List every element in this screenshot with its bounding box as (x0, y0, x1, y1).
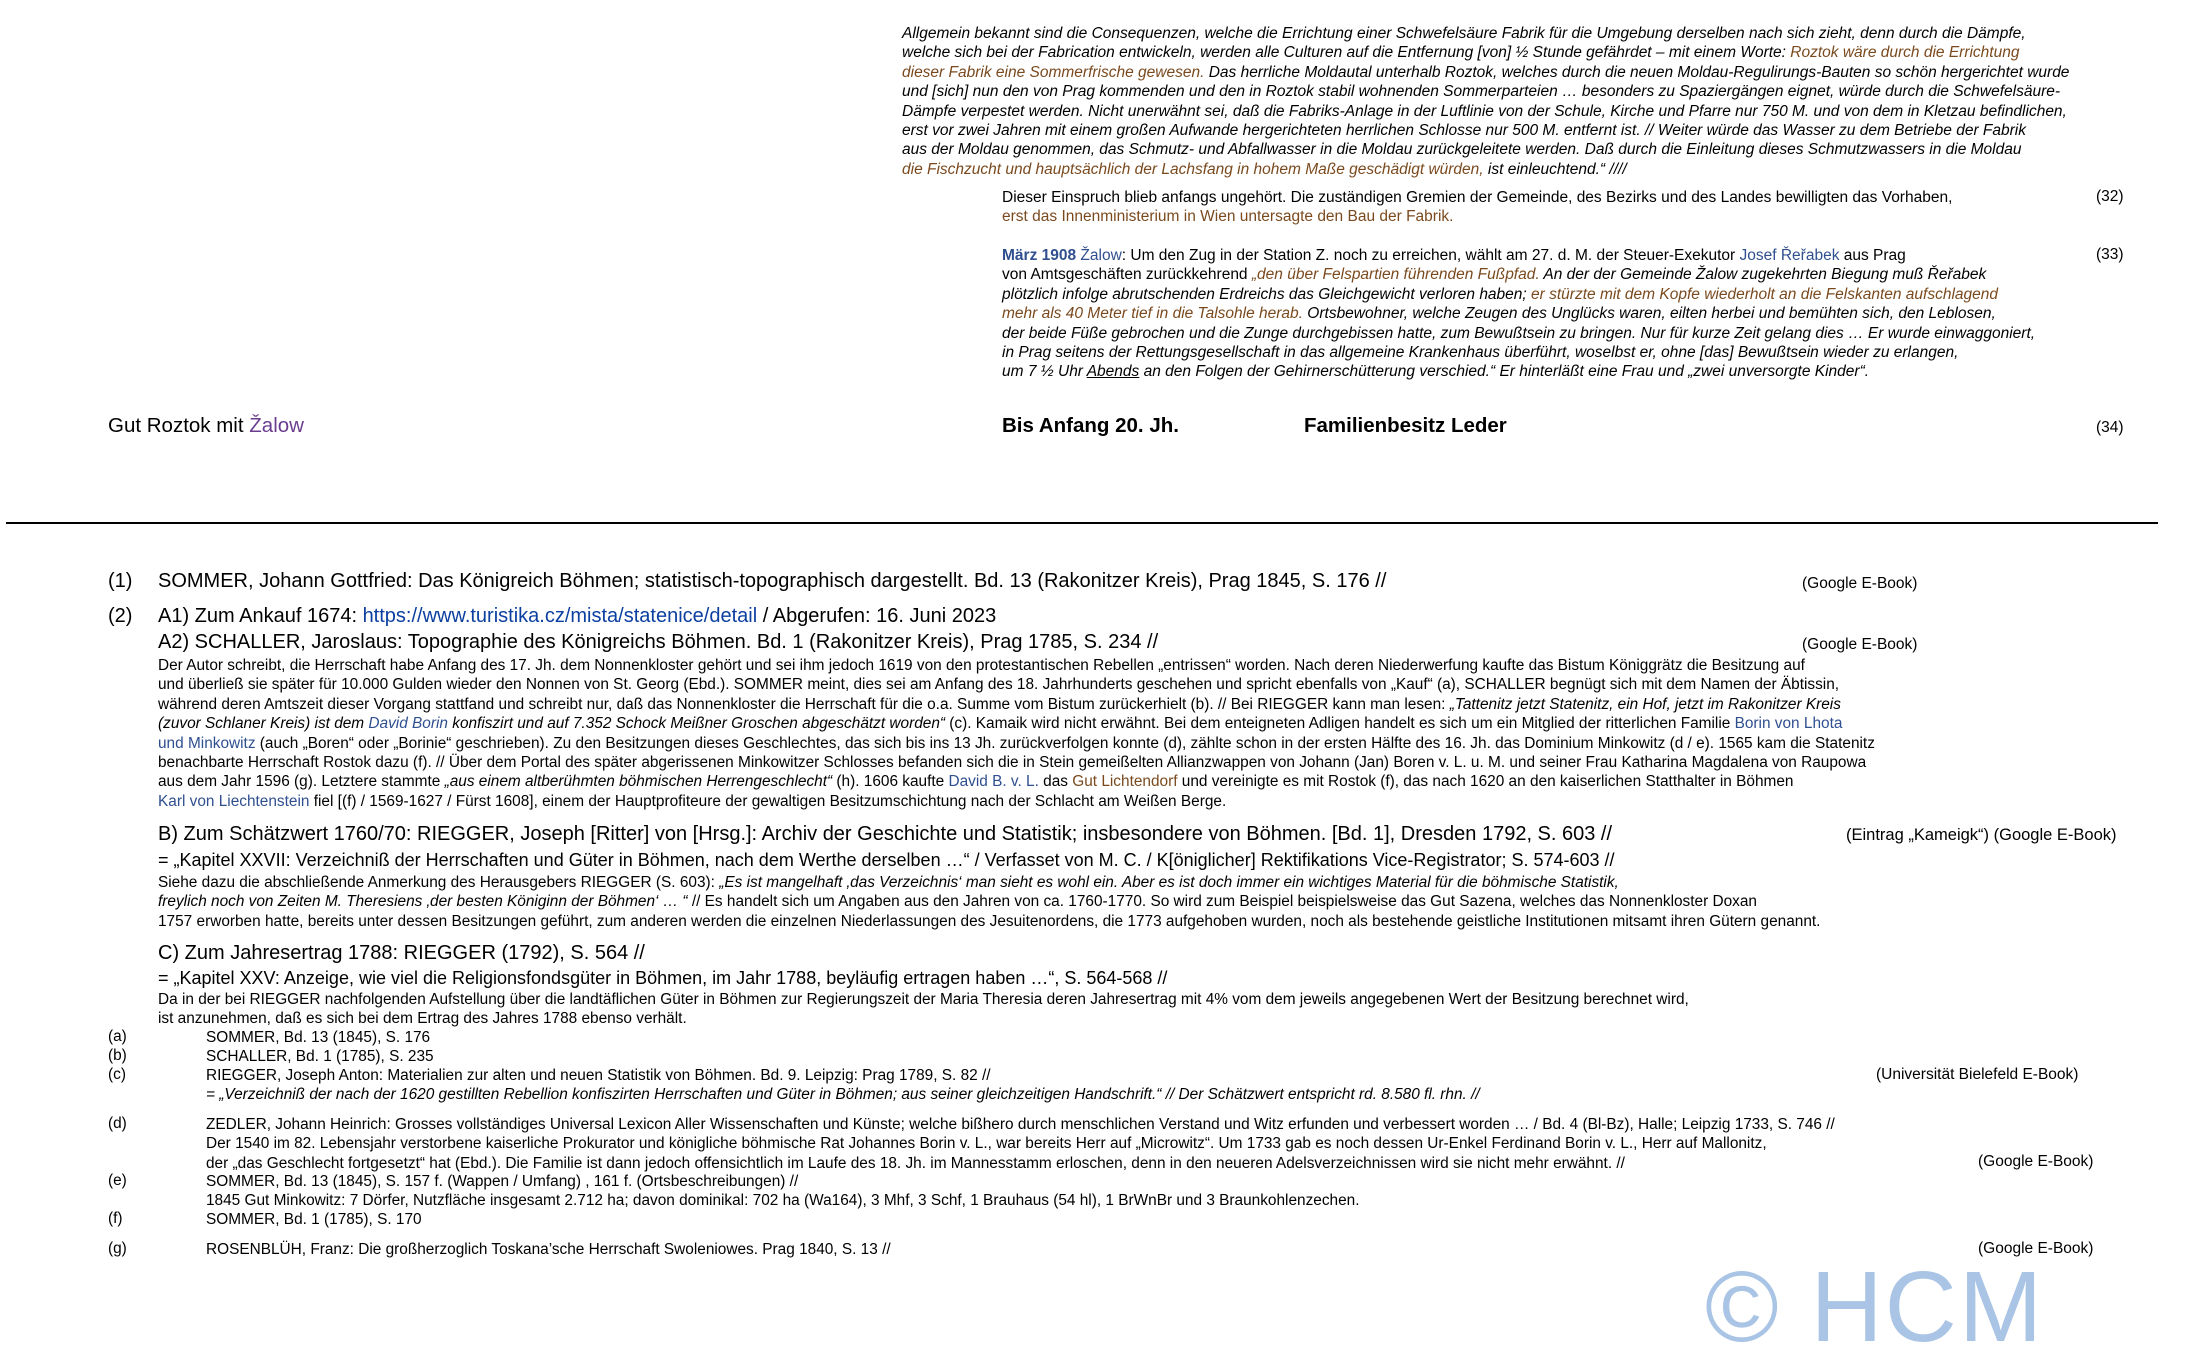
section-c-title: C) Zum Jahresertrag 1788: RIEGGER (1792), S. 564 // (158, 942, 645, 964)
maerz-line: plötzlich infolge abrutschenden Erdreichs das Gleichgewicht verloren haben; er stürzte mit dem Kopfe wiederholt an die Felskanten aufschlagend (1002, 285, 1999, 303)
paragraph-line: aus dem Jahr 1596 (g). Letztere stammte „aus einem altberühmten böhmischen Herrengeschlecht“ (h). 1606 kaufte David B. v. L. das Gut Lichtendorf und vereinigte es mit Rostok (f), das nach 1620 an den kaiserlichen Statthalter in Böhmen (158, 773, 1794, 791)
maerz-line: mehr als 40 Meter tief in die Talsohle herab. Ortsbewohner, welche Zeugen des Unglücks waren, eilten herbei und bemühten sich, den Leblosen, (1002, 305, 1996, 323)
subnote-e (206, 1172, 1360, 1211)
einspruch-paragraph (1002, 188, 2072, 227)
owner-label: Familienbesitz Leder (1304, 414, 1507, 437)
quote-line: dieser Fabrik eine Sommerfrische gewesen. Das herrliche Moldautal unterhalb Roztok, welches durch die neuen Moldau-Regulirungs-Bauten so schön hergerichtet wurde (902, 63, 2070, 81)
section-b-kapitel: = „Kapitel XXVII: Verzeichniß der Herrschaften und Güter in Böhmen, nach dem Werthe derselben …“ / Verfasset von M. C. / K[öniglicher] Rektifikations Vice-Registrator; S. 574-603 // (158, 850, 1615, 870)
source-label: (Eintrag „Kameigk“) (Google E-Book) (1846, 826, 2117, 844)
footnote-2-a1: A1) Zum Ankauf 1674: https://www.turistika.cz/mista/statenice/detail / Abgerufen: 16. Juni 2023 (158, 605, 997, 627)
footnote-separator (6, 522, 2158, 524)
person-name: David Borin (368, 715, 448, 733)
maerz-line: der beide Füße gebrochen und die Zunge durchgebissen hatte, zum Bewußtsein zu bringen. Nur für kurze Zeit gelang dies … Er wurde einwaggoniert, (1002, 324, 2036, 342)
entry-number-32: (32) (2096, 188, 2124, 205)
paragraph-line: Der 1540 im 82. Lebensjahr verstorbene kaiserliche Prokurator und königliche böhmische Rat Johannes Borin v. L., war bereits Herr auf „Microwitz“. Um 1733 gab es noch dessen Ur-Enkel Ferdinand Borin v. L., Herr auf Mallonitz, (206, 1135, 1767, 1153)
section-b-title: B) Zum Schätzwert 1760/70: RIEGGER, Joseph [Ritter] von [Hrsg.]: Archiv der Geschichte und Statistik; insbesondere von Böhmen. [Bd. 1], Dresden 1792, S. 603 // (158, 823, 1613, 845)
period-label: Bis Anfang 20. Jh. (1002, 414, 1179, 437)
paragraph-line: = „Verzeichniß der nach der 1620 gestillten Rebellion konfiszirten Herrschaften und Güter in Böhmen; aus seiner gleichzeitigen Handschrift.“ // Der Schätzwert entspricht rd. 8.580 fl. rhn. // (206, 1086, 1480, 1104)
section-b-note (158, 873, 1820, 931)
source-label: (Universität Bielefeld E-Book) (1876, 1066, 2079, 1083)
source-label: (Google E-Book) (1978, 1153, 2094, 1170)
footnote-number: (1) (108, 570, 133, 592)
paragraph-line: Da in der bei RIEGGER nachfolgenden Aufstellung über die landtäflichen Güter in Böhmen zur Regierungszeit der Maria Theresia deren Jahresertrag mit 4% vom dem jeweils angegebenen Wert der Besitzung berechnet wird, (158, 991, 1689, 1008)
paragraph-line: (zuvor Schlaner Kreis) ist dem David Borin konfiszirt und auf 7.352 Schock Meißner Groschen abgeschätzt worden“ (c). Kamaik wird nicht erwähnt. Bei dem enteigneten Adligen handelt es sich um ein Mitglied der ritterlichen Familie Borin von Lhota (158, 715, 1843, 733)
entry-number-33: (33) (2096, 246, 2124, 263)
paragraph-line: während deren Amtszeit dieser Vorgang stattfand und schreibt nur, daß das Nonnenkloster die Herrschaft für die o.a. Summe vom Bistum zurückerhielt (b). // Bei RIEGGER kann man lesen: „Tattenitz jetzt Statenitz, ein Hof, jetzt im Rakonitzer Kreis (158, 695, 1841, 713)
place-name: Gut Lichtendorf (1072, 773, 1178, 791)
source-label: (Google E-Book) (1802, 575, 1918, 592)
gut-roztok-label: Gut Roztok mit Žalow (108, 414, 304, 437)
quote-block (902, 24, 2182, 179)
person-name: Josef Řeřabek (1739, 247, 1840, 264)
footnote-2-a2: A2) SCHALLER, Jaroslaus: Topographie des Königreichs Böhmen. Bd. 1 (Rakonitzer Kreis), Prag 1785, S. 234 // (158, 631, 1159, 653)
paragraph-line: Siehe dazu die abschließende Anmerkung des Herausgebers RIEGGER (S. 603): „Es ist mangelhaft ‚das Verzeichnis‘ man sieht es wohl ein. Aber es ist doch immer ein wichtiges Material für die böhmische Statistik, (158, 874, 1619, 891)
subnote-a: SOMMER, Bd. 13 (1845), S. 176 (206, 1029, 431, 1046)
einspruch-line: Dieser Einspruch blieb anfangs ungehört. Die zuständigen Gremien der Gemeinde, des Bezirks und des Landes bewilligten das Vorhaben, (1002, 189, 1953, 206)
section-c-kapitel: = „Kapitel XXV: Anzeige, wie viel die Religionsfondsgüter in Böhmen, im Jahr 1788, beyläufig ertragen haben …“, S. 564-568 // (158, 968, 1168, 988)
einspruch-line: erst das Innenministerium in Wien untersagte den Bau der Fabrik. (1002, 208, 1454, 226)
maerz-line: um 7 ½ Uhr Abends an den Folgen der Gehirnerschütterung verschied.“ Er hinterläßt eine Frau und „zwei unversorgte Kinder“. (1002, 363, 1870, 381)
subnote-f: SOMMER, Bd. 1 (1785), S. 170 (206, 1211, 422, 1228)
subnote-label: (g) (108, 1240, 127, 1257)
paragraph-line: RIEGGER, Joseph Anton: Materialien zur alten und neuen Statistik von Böhmen. Bd. 9. Leipzig: Prag 1789, S. 82 // (206, 1067, 991, 1084)
footnote-2-paragraph (158, 656, 1875, 811)
footnote-1-text: SOMMER, Johann Gottfried: Das Königreich Böhmen; statistisch-topographisch dargestellt. Bd. 13 (Rakonitzer Kreis), Prag 1845, S. 176 // (158, 570, 1387, 592)
person-name: David B. v. L. (948, 773, 1039, 791)
quote-line: erst vor zwei Jahren mit einem großen Aufwande hergerichteten herrlichen Schlosse nur 500 M. entfernt ist. // Weiter würde das Wasser zu dem Betriebe der Fabrik (902, 122, 2026, 140)
footnote-number: (2) (108, 605, 133, 627)
quote-line: welche sich bei der Fabrication entwickeln, werden alle Culturen auf die Entfernung [von] ½ Stunde gefährdet – mit einem Worte: Roztok wäre durch die Errichtung (902, 44, 2020, 62)
paragraph-line: ZEDLER, Johann Heinrich: Grosses vollständiges Universal Lexicon Aller Wissenschaften und Künste; welche bißhero durch menschlichen Verstand und Witz erfunden und verbessert worden … / Bd. 4 (Bl-Bz), Halle; Leipzig 1733, S. 746 // (206, 1116, 1835, 1133)
paragraph-line: Karl von Liechtenstein fiel [(f) / 1569-1627 / Fürst 1608], einem der Hauptprofiteure der gewaltigen Besitzumschichtung nach der Schlacht am Weißen Berge. (158, 792, 1227, 810)
subnote-label: (d) (108, 1115, 127, 1132)
maerz-line: von Amtsgeschäften zurückkehrend „den über Felspartien führenden Fußpfad. An der der Gemeinde Žalow zugekehrten Biegung muß Řeřabek (1002, 266, 1987, 284)
paragraph-line: Der Autor schreibt, die Herrschaft habe Anfang des 17. Jh. dem Nonnenkloster gehört und sei ihm jedoch 1619 von den protestantischen Rebellen „entrissen“ worden. Nach deren Niederwerfung kaufte das Bistum Königgrätz die Besitzung auf (158, 657, 1805, 674)
subnote-d (206, 1115, 1835, 1173)
subnote-label: (f) (108, 1210, 123, 1227)
copyright-watermark: © HCM (1705, 1251, 2045, 1363)
subnote-label: (a) (108, 1028, 127, 1045)
subnote-label: (e) (108, 1172, 127, 1189)
person-name: Karl von Liechtenstein (158, 792, 310, 810)
maerz-1908-paragraph (1002, 246, 2092, 382)
paragraph-line: benachbarte Herrschaft Rostok dazu (f). // Über dem Portal des später abgerissenen Minkowitzer Schlosses befanden sich die in Stein gemeißelten Allianzwappen von Johann (Jan) Boren v. L. u. M. und seiner Frau Katharina Magdalena von Raupowa (158, 754, 1867, 772)
paragraph-line: der „das Geschlecht fortgesetzt“ hat (Ebd.). Die Familie ist dann jedoch offensichtlich im Laufe des 18. Jh. im Mannesstamm erloschen, denn in den neueren Adelsverzeichnissen wird sie nicht mehr erwähnt. // (206, 1154, 1625, 1172)
section-c-note (158, 990, 1689, 1029)
entry-number-34: (34) (2096, 419, 2124, 436)
paragraph-line: SOMMER, Bd. 13 (1845), S. 157 f. (Wappen / Umfang) , 161 f. (Ortsbeschreibungen) // (206, 1173, 799, 1190)
quote-line: die Fischzucht und hauptsächlich der Lachsfang in hohem Maße geschädigt würden, ist einleuchtend.“ //// (902, 160, 1627, 178)
place-name: Žalow (249, 414, 304, 437)
family-name: und Minkowitz (158, 734, 256, 752)
source-label: (Google E-Book) (1802, 636, 1918, 653)
paragraph-line: und Minkowitz (auch „Boren“ oder „Borinie“ geschrieben). Zu den Besitzungen dieses Geschlechtes, das sich bis ins 13 Jh. zurückverfolgen konnte (d), zählte schon in der ersten Hälfte des 16. Jh. das Dominium Minkowitz (d / e). 1565 kam die Statenitz (158, 734, 1875, 752)
entry-date: März 1908 (1002, 247, 1077, 264)
quote-line: Dämpfe verpestet werden. Nicht unerwähnt sei, daß die Fabriks-Anlage in der Luftlinie von der Schule, Kirche und Pfarre nur 750 M. und von dem in Kletzau befindlichen, (902, 102, 2067, 120)
paragraph-line: 1757 erworben hatte, bereits unter dessen Besitzungen geführt, zum anderen werden die einzelnen Niederlassungen des Jesuitenordens, die 1773 aufgehoben wurden, noch als bestehende geistliche Institutionen mitsamt ihren Gütern genannt. (158, 912, 1821, 930)
quote-line: und [sich] nun den von Prag kommenden und den in Roztok stabil wohnenden Sommerparteien … besonders zu Spaziergängen eignet, würde durch die Schwefelsäure- (902, 83, 2061, 101)
subnote-g: ROSENBLÜH, Franz: Die großherzoglich Toskana’sche Herrschaft Swoleniowes. Prag 1840, S. 13 // (206, 1241, 891, 1258)
source-label: (Google E-Book) (1978, 1240, 2094, 1257)
subnote-label: (c) (108, 1066, 126, 1083)
paragraph-line: 1845 Gut Minkowitz: 7 Dörfer, Nutzfläche insgesamt 2.712 ha; davon dominikal: 702 ha (Wa164), 3 Mhf, 3 Schf, 1 Brauhaus (54 hl), 1 BrWnBr und 3 Braunkohlenzechen. (206, 1192, 1360, 1210)
maerz-line: März 1908 Žalow: Um den Zug in der Station Z. noch zu erreichen, wählt am 27. d. M. der Steuer-Exekutor Josef Řeřabek aus Prag (1002, 247, 1906, 264)
maerz-line: in Prag seitens der Rettungsgesellschaft in das allgemeine Krankenhaus überführt, woselbst er, ohne [das] Bewußtsein wieder zu erlangen, (1002, 344, 1959, 362)
subnote-c (206, 1066, 1480, 1105)
quote-line: Allgemein bekannt sind die Consequenzen, welche die Errichtung einer Schwefelsäure Fabrik für die Umgebung derselben nach sich zieht, denn durch die Dämpfe, (902, 25, 2026, 42)
subnote-label: (b) (108, 1047, 127, 1064)
place-name: Žalow (1080, 247, 1122, 264)
paragraph-line: und überließ sie später für 10.000 Gulden wieder den Nonnen von St. Georg (Ebd.). SOMMER meint, dies sei am Anfang des 18. Jahrhunderts geschehen und spricht ebenfalls von „Kauf“ (a), SCHALLER begnügt sich mit dem Namen der Äbtissin, (158, 676, 1840, 694)
quote-line: aus der Moldau genommen, das Schmutz- und Abfallwasser in die Moldau zurückgeleitete werden. Daß durch die Einleitung dieses Schmutzwassers in die Moldau (902, 141, 2022, 159)
paragraph-line: freylich noch von Zeiten M. Theresiens ‚der besten Königinn der Böhmen‘ … “ // Es handelt sich um Angaben aus den Jahren von ca. 1760-1770. So wird zum Beispiel beispielsweise das Gut Sazena, welches das Nonnenkloster Doxan (158, 893, 1757, 911)
paragraph-line: ist anzunehmen, daß es sich bei dem Ertrag des Jahres 1788 ebenso verhält. (158, 1010, 687, 1028)
turistika-link[interactable]: https://www.turistika.cz/mista/statenice/detail (362, 605, 758, 627)
subnote-b: SCHALLER, Bd. 1 (1785), S. 235 (206, 1048, 434, 1065)
family-name: Borin von Lhota (1734, 715, 1843, 733)
